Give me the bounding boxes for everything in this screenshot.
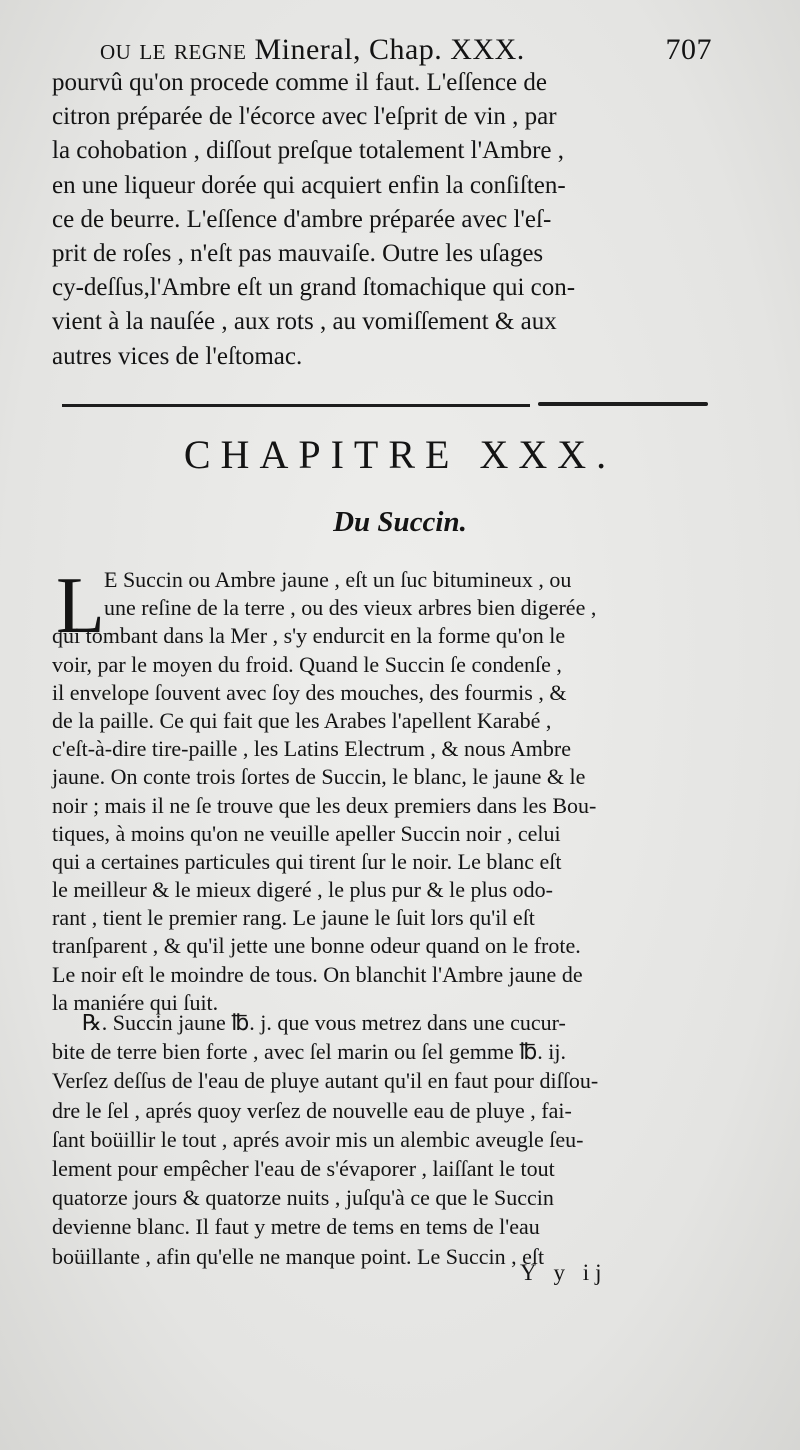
text-line: ce de beurre. L'eſſence d'ambre préparée avec l'eſ- (52, 205, 552, 233)
text-line: jaune. On conte trois ſortes de Succin, le blanc, le jaune & le (52, 764, 586, 790)
text-line: voir, par le moyen du froid. Quand le Succin ſe condenſe , (52, 651, 562, 677)
text-line: de la paille. Ce qui fait que les Arabes l'apellent Karabé , (52, 707, 552, 733)
text-line: quatorze jours & quatorze nuits , juſqu'à ce que le Succin (52, 1185, 554, 1211)
paragraph-continuation (52, 66, 712, 374)
page-number: 707 (665, 33, 712, 66)
text-line: cy-deſſus,l'Ambre eſt un grand ſtomachique qui con- (52, 274, 576, 302)
text-line: prit de roſes , n'eſt pas mauvaiſe. Outre les uſages (52, 239, 544, 267)
text-line: ſant boüillir le tout , aprés avoir mis un alembic aveugle ſeu- (52, 1126, 584, 1152)
paragraph-main (52, 562, 712, 1017)
text-line: boüillante , afin qu'elle ne manque point. Le Succin , eſt (52, 1243, 545, 1269)
text-line: Verſez deſſus de l'eau de pluye autant qu'il en faut pour diſſou- (52, 1068, 599, 1094)
running-head-title-3: , Chap. XXX. (352, 33, 525, 66)
text-line: tranſparent , & qu'il jette une bonne odeur quand on le frote. (52, 933, 581, 959)
text-line: la cohobation , diſſout preſque totalement l'Ambre , (52, 137, 565, 165)
text-line: une reſine de la terre , ou des vieux arbres bien digerée , (104, 595, 597, 621)
text-line: c'eſt-à-dire tire-paille , les Latins Electrum , & nous Ambre (52, 736, 571, 762)
text-line: le meilleur & le mieux digeré , le plus pur & le plus odo- (52, 877, 553, 903)
drop-cap: L (56, 562, 105, 650)
text-line: noir ; mais il ne ſe trouve que les deux premiers dans les Bou- (52, 792, 597, 818)
text-line: rant , tient le premier rang. Le jaune le ſuit lors qu'il eſt (52, 905, 535, 931)
text-line: Le noir eſt le moindre de tous. On blanchit l'Ambre jaune de (52, 961, 583, 987)
chapter-subtitle: Du Succin. (333, 506, 467, 538)
divider-rule-left (62, 404, 530, 407)
text-line: qui a certaines particules qui tirent ſur le noir. Le blanc eſt (52, 848, 562, 874)
running-head-title-2: Mineral (254, 33, 353, 66)
text-line: qui tombant dans la Mer , s'y endurcit en la forme qu'on le (52, 623, 566, 649)
text-line: autres vices de l'eſtomac. (52, 342, 303, 370)
signature-mark: Y y ij (520, 1260, 608, 1285)
divider-rule-right (538, 402, 708, 406)
running-head (100, 30, 712, 70)
text-line: pourvû qu'on procede comme il faut. L'eſſence de (52, 69, 547, 96)
chapter-title: CHAPITRE XXX. (183, 432, 617, 477)
text-line: vient à la nauſée , aux rots , au vomiſſement & aux (52, 308, 557, 336)
paragraph-recipe (52, 1008, 712, 1271)
text-line: il envelope ſouvent avec ſoy des mouches, des fourmis , & (52, 679, 567, 705)
text-line: devienne blanc. Il faut y metre de tems en tems de l'eau (52, 1214, 540, 1240)
text-line: dre le ſel , aprés quoy verſez de nouvelle eau de pluye , fai- (52, 1097, 572, 1123)
text-line: la maniére qui ſuit. (52, 989, 219, 1015)
text-line: ℞. Succin jaune ℔. j. que vous metrez dans une cucur- (82, 1010, 566, 1035)
text-line: lement pour empêcher l'eau de s'évaporer , laiſſant le tout (52, 1155, 555, 1181)
text-line: E Succin ou Ambre jaune , eſt un ſuc bitumineux , ou (104, 567, 572, 592)
text-line: citron préparée de l'écorce avec l'eſprit de vin , par (52, 103, 557, 131)
text-line: bite de terre bien forte , avec ſel marin ou ſel gemme ℔. ij. (52, 1039, 567, 1065)
running-head-title-1: ou le regne (100, 33, 255, 66)
text-line: tiques, à moins qu'on ne veuille apeller Succin noir , celui (52, 820, 561, 846)
text-line: en une liqueur dorée qui acquiert enfin la conſiſten- (52, 171, 566, 199)
